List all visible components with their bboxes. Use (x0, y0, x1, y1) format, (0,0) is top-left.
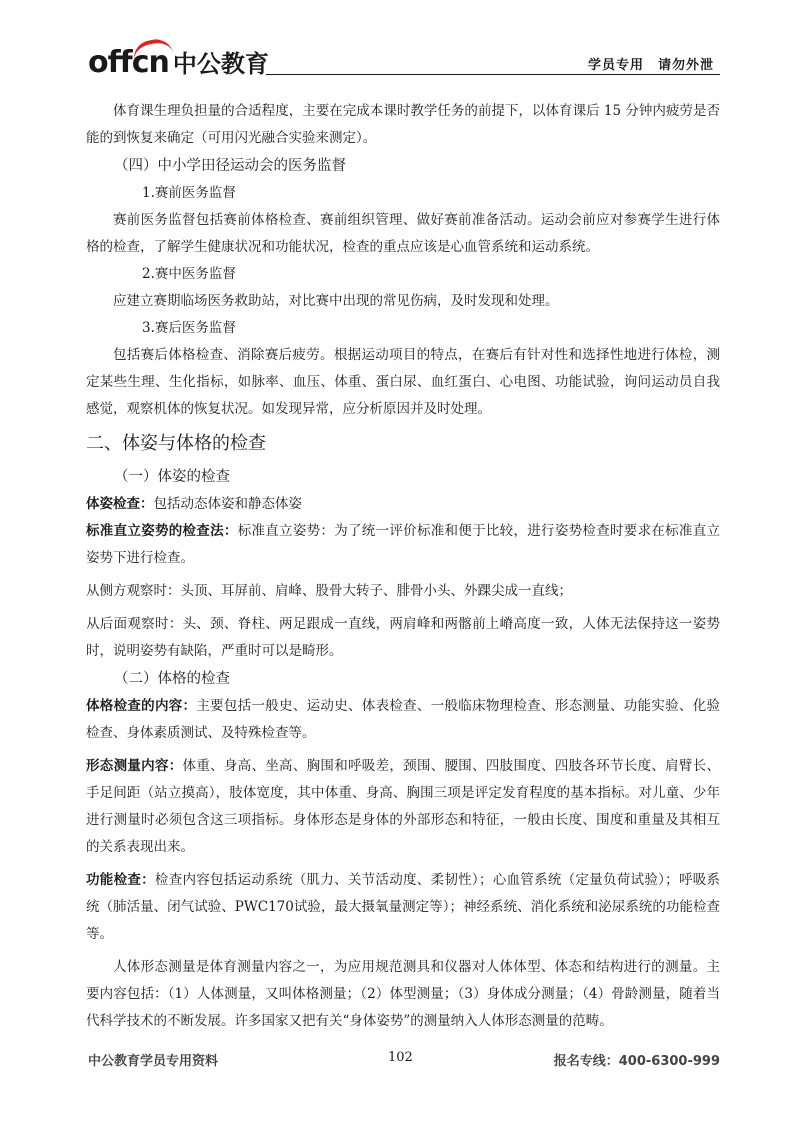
logo-cn: 中公教育 (172, 50, 269, 78)
footer-hotline: 报名专线：400-6300-999 (553, 1054, 720, 1069)
chapter-2-title: 二、体姿与体格的检查 (86, 433, 266, 454)
header-tags (588, 54, 714, 73)
mid-race-heading: 2.赛中医务监督 (142, 266, 236, 282)
posture-label: 体姿检查： (86, 496, 154, 512)
logo-mark (88, 46, 169, 80)
intro-paragraph: 体育课生理负担量的合适程度，主要在完成本课时教学任务的前提下，以体育课后 15 分钟内疲劳是否能的到恢复来确定（可用闪光融合实验来测定）。 (86, 103, 720, 146)
pre-race-paragraph: 赛前医务监督包括赛前体格检查、赛前组织管理、做好赛前准备活动。运动会前应对参赛学生进行体格的检查，了解学生健康状况和功能状况，检查的重点应该是心血管系统和运动系统。 (86, 212, 720, 255)
posture-text: 包括动态体姿和静态体姿 (153, 496, 302, 512)
mid-race-paragraph: 应建立赛期临场医务救助站，对比赛中出现的常见伤病，及时发现和处理。 (113, 293, 559, 309)
post-race-heading: 3.赛后医务监督 (142, 320, 236, 336)
page-footer (88, 1050, 720, 1074)
morphology-label: 形态测量内容： (86, 758, 183, 774)
header-rule (266, 74, 720, 75)
pre-race-heading: 1.赛前医务监督 (142, 185, 236, 201)
function-label: 功能检查： (86, 872, 155, 888)
posture-paragraph (86, 491, 720, 518)
morphology-paragraph (86, 753, 720, 861)
footer-left: 中公教育学员专用资料 (88, 1054, 219, 1069)
back-view-paragraph: 从后面观察时：头、颈、脊柱、两足跟成一直线，两肩峰和两髂前上嵴高度一致，人体无法保持这一姿势时，说明姿势有缺陷，严重时可以是畸形。 (86, 616, 720, 659)
standard-text: 标准直立姿势：为了统一评价标准和便于比较，进行姿势检查时要求在标准直立姿势下进行检查。 (86, 523, 721, 566)
final-paragraph: 人体形态测量是体育测量内容之一，为应用规范测具和仪器对人体体型、体态和结构进行的测量。主要内容包括：（1）人体测量，又叫体格测量；（2）体型测量；（3）身体成分测量；（4）骨龄测量，随着当代科学技术的不断发展。许多国家又把有关“身体姿势”的测量纳入人体形态测量的范畴。 (86, 959, 720, 1029)
physique-label: 体格检查的内容： (86, 698, 197, 714)
page-header (88, 38, 720, 82)
standard-label: 标准直立姿势的检查法： (86, 523, 238, 539)
side-view-paragraph: 从侧方观察时：头顶、耳屏前、肩峰、股骨大转子、腓骨小头、外踝尖成一直线； (86, 583, 572, 599)
physique-text: 主要包括一般史、运动史、体表检查、一般临床物理检查、形态测量、功能实验、化验检查、身体素质测试、及特殊检查等。 (86, 698, 721, 741)
section-4-heading: （四）中小学田径运动会的医务监督 (114, 158, 346, 174)
morphology-text: 体重、身高、坐高、胸围和呼吸差，颈围、腰围、四肢围度、四肢各环节长度、肩臂长、手足间距（站立摸高），肢体宽度，其中体重、身高、胸围三项是评定发育程度的基本指标。对儿童、少年进行测量时必须包含这三项指标。身体形态是身体的外部形态和特征，一般由长度、围度和重量及其相互的关系表现出来。 (86, 758, 721, 855)
posture-heading: （一）体姿的检查 (114, 469, 230, 485)
physique-paragraph (86, 693, 720, 747)
header-tag-2: 请勿外泄 (657, 58, 714, 73)
offcn-logo (88, 40, 269, 80)
function-text: 检查内容包括运动系统（肌力、关节活动度、柔韧性）；心血管系统（定量负荷试验）；呼吸系统（肺活量、闭气试验、PWC170试验，最大摄氧量测定等）；神经系统、消化系统和泌尿系统的功能检查等。 (86, 872, 721, 942)
physique-heading: （二）体格的检查 (114, 671, 230, 687)
function-paragraph (86, 867, 720, 948)
logo-en: offcn (88, 45, 169, 80)
post-race-paragraph: 包括赛后体格检查、消除赛后疲劳。根据运动项目的特点，在赛后有针对性和选择性地进行体检，测定某些生理、生化指标，如脉率、血压、体重、蛋白尿、血红蛋白、心电图、功能试验，询问运动员自我感觉，观察机体的恢复状况。如发现异常，应分析原因并及时处理。 (86, 347, 720, 417)
page-content (86, 98, 720, 1035)
header-tag-1: 学员专用 (587, 58, 644, 73)
standard-paragraph (86, 518, 720, 572)
page-number: 102 (388, 1050, 413, 1065)
